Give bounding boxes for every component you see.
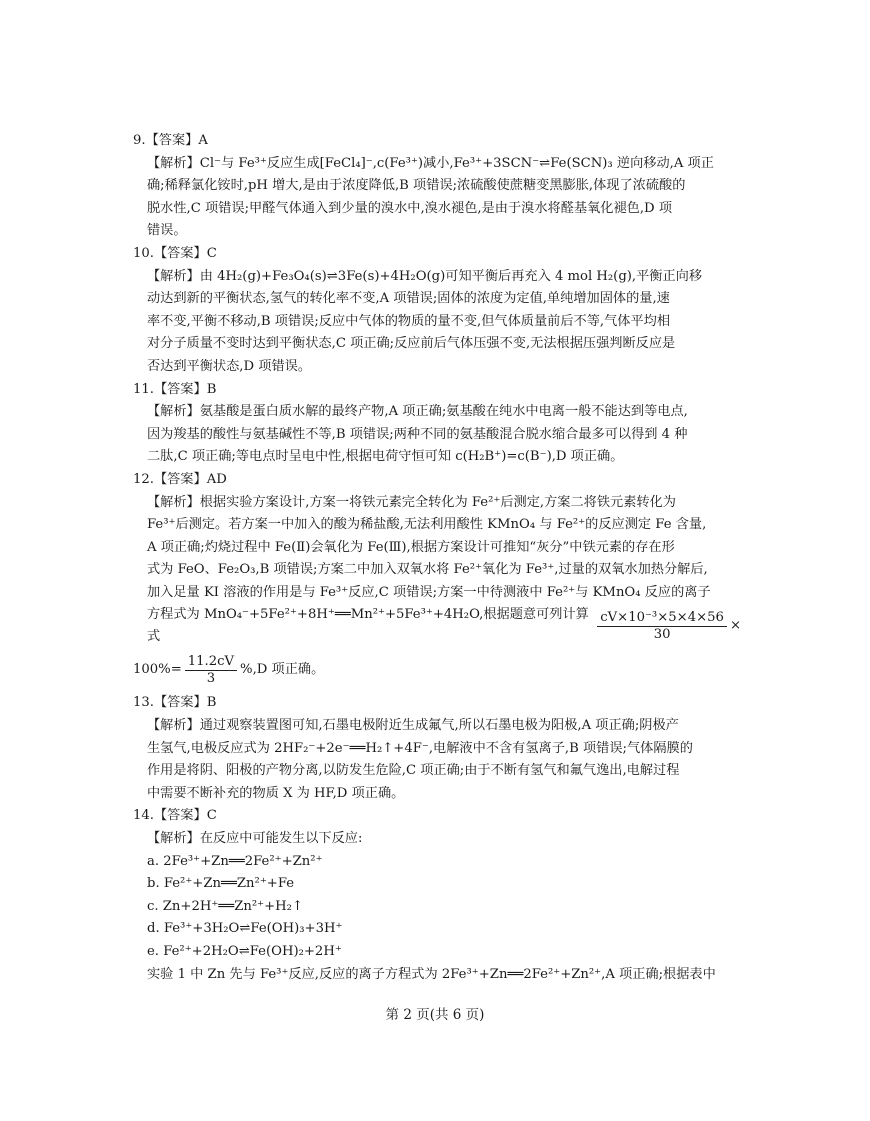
explanation-line: 中需要不断补充的物质 X 为 HF,D 项正确。 [147,785,405,801]
page-number: 第 2 页(共 6 页) [385,1007,485,1023]
reaction-equation: a. 2Fe³⁺+Zn══2Fe²⁺+Zn²⁺ [147,853,323,869]
explanation-line: Fe³⁺后测定。若方案一中加入的酸为稀盐酸,无法利用酸性 KMnO₄ 与 Fe²⁺的反应测定 Fe 含量, [147,517,707,533]
fraction-denominator: 3 [206,670,216,686]
reaction-equation: c. Zn+2H⁺══Zn²⁺+H₂↑ [147,898,303,914]
explanation-line: 生氢气,电极反应式为 2HF₂⁻+2e⁻══H₂↑+4F⁻,电解液中不含有氢离子,B 项错误;气体隔膜的 [147,740,693,756]
fraction [185,654,237,687]
times-sign: × [729,618,741,634]
explanation-intro: 【解析】在反应中可能发生以下反应: [147,831,363,847]
result-text: %,D 项正确。 [240,662,325,678]
calculation-line [147,604,741,648]
question-12 [133,469,741,693]
explanation-line: 式为 FeO、Fe₂O₃,B 项错误;方案二中加入双氧水将 Fe²⁺氧化为 Fe³⁺,过量的双氧水加热分解后, [147,562,708,578]
answer-label: 9.【答案】A [133,133,208,148]
explanation-line: 二肽,C 项正确;等电点时呈电中性,根据电荷守恒可知 c(H₂B⁺)=c(B⁻),D 项正确。 [147,449,624,465]
question-10 [133,243,741,379]
explanation-line: 脱水性,C 项错误;甲醛气体通入到少量的溴水中,溴水褪色,是由于溴水将醛基氧化褪色,D 项 [147,200,673,216]
fraction-numerator: 11.2cV [185,654,237,671]
reaction-equation: b. Fe²⁺+Zn══Zn²⁺+Fe [147,876,295,892]
explanation-line: 否达到平衡状态,D 项错误。 [147,358,312,374]
reaction-equation: e. Fe²⁺+2H₂O⇌Fe(OH)₂+2H⁺ [147,944,342,959]
explanation-line: A 项正确;灼烧过程中 Fe(Ⅱ)会氧化为 Fe(Ⅲ),根据方案设计可推知“灰分”中铁元素的存在形 [147,539,675,555]
explanation-line: 率不变,平衡不移动,B 项错误;反应中气体的物质的量不变,但气体质量前后不等,气体平均相 [147,313,671,329]
question-9 [133,130,741,243]
explanation-line: 作用是将阴、阳极的产物分离,以防发生危险,C 项正确;由于不断有氢气和氟气逸出,电解过程 [147,763,680,779]
answer-label: 10.【答案】C [133,245,217,261]
answer-label: 13.【答案】B [133,695,217,711]
answer-label: 11.【答案】B [133,381,217,397]
reaction-equation: d. Fe³⁺+3H₂O⇌Fe(OH)₃+3H⁺ [147,921,343,937]
question-13 [133,692,741,805]
explanation-line: 实验 1 中 Zn 先与 Fe³⁺反应,反应的离子方程式为 2Fe³⁺+Zn══2Fe²⁺+Zn²⁺,A 项正确;根据表中 [147,966,716,982]
answer-content [133,130,741,986]
explanation-line: 加入足量 KI 溶液的作用是与 Fe³⁺反应,C 项错误;方案一中待测液中 Fe²⁺与 KMnO₄ 反应的离子 [147,584,711,600]
fraction-numerator: cV×10⁻³×5×4×56 [597,610,727,627]
calculation-result-line [133,648,741,692]
percent-text: 100%= [133,662,182,678]
explanation-line: 对分子质量不变时达到平衡状态,C 项正确;反应前后气体压强不变,无法根据压强判断反应是 [147,336,676,352]
question-11 [133,379,741,469]
explanation-line: 动达到新的平衡状态,氢气的转化率不变,A 项错误;固体的浓度为定值,单纯增加固体的量,速 [147,291,670,307]
explanation-line: 【解析】根据实验方案设计,方案一将铁元素完全转化为 Fe²⁺后测定,方案二将铁元素转化为 [147,494,676,510]
question-14 [133,805,741,986]
explanation-line: 【解析】由 4H₂(g)+Fe₃O₄(s)⇌3Fe(s)+4H₂O(g)可知平衡后再充入 4 mol H₂(g),平衡正向移 [147,268,703,284]
calculation-text: 方程式为 MnO₄⁻+5Fe²⁺+8H⁺══Mn²⁺+5Fe³⁺+4H₂O,根据题意可列计算式 [147,606,589,645]
explanation-line: 确;稀释氯化铵时,pH 增大,是由于浓度降低,B 项错误;浓硫酸使蔗糖变黑膨胀,体现了浓硫酸的 [147,178,686,194]
answer-label: 12.【答案】AD [133,471,227,487]
answer-label: 14.【答案】C [133,808,217,824]
fraction [597,610,727,643]
fraction-denominator: 30 [653,626,671,642]
explanation-line: 错误。 [147,223,187,239]
explanation-line: 【解析】Cl⁻与 Fe³⁺反应生成[FeCl₄]⁻,c(Fe³⁺)减小,Fe³⁺+3SCN⁻⇌Fe(SCN)₃ 逆向移动,A 项正 [147,155,714,171]
explanation-line: 【解析】氨基酸是蛋白质水解的最终产物,A 项正确;氨基酸在纯水中电离一般不能达到等电点, [147,404,688,420]
explanation-line: 因为羧基的酸性与氨基碱性不等,B 项错误;两种不同的氨基酸混合脱水缩合最多可以得到 4 种 [147,426,688,442]
explanation-line: 【解析】通过观察装置图可知,石墨电极附近生成氟气,所以石墨电极为阳极,A 项正确;阴极产 [147,718,679,734]
